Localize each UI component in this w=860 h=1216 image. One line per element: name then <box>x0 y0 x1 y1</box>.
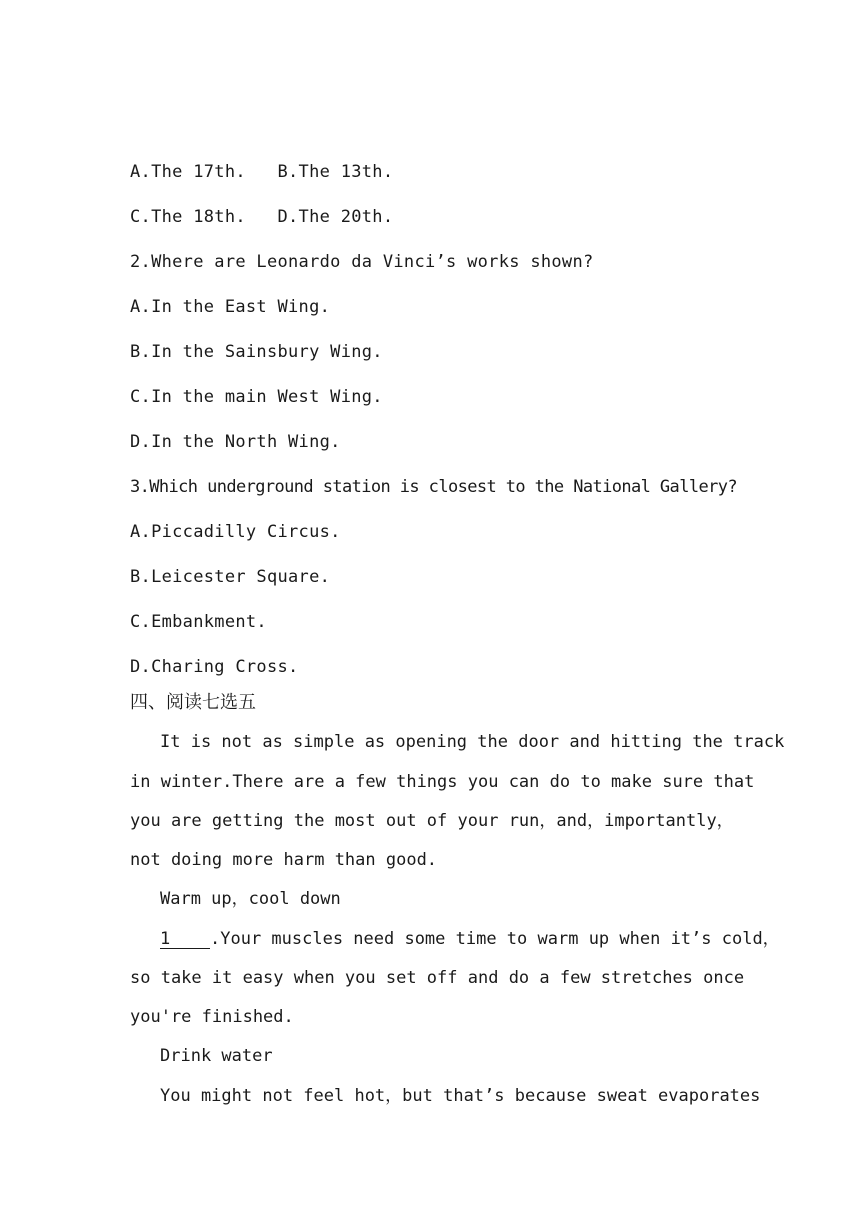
q2-option-a: A.In the East Wing. <box>130 297 331 317</box>
passage-p1-line-1 <box>160 928 780 950</box>
q3-option-b: B.Leicester Square. <box>130 567 331 587</box>
passage-intro-line-4: not doing more harm than good. <box>130 850 438 870</box>
q1-options-row-2: C.The 18th. D.The 20th. <box>130 207 394 227</box>
q2-stem: 2.Where are Leonardo da Vinci’s works shown? <box>130 252 594 272</box>
passage-intro-line-2: in winter.There are a few things you can do to make sure that <box>130 772 755 792</box>
q3-option-c: C.Embankment. <box>130 612 267 632</box>
passage-p1-line-3: you're finished. <box>130 1007 294 1027</box>
q2-option-d: D.In the North Wing. <box>130 432 341 452</box>
p1-line-1-text: .Your muscles need some time to warm up when it’s cold， <box>210 929 780 949</box>
passage-p2-line-1: You might not feel hot，but that’s because sweat evaporates <box>160 1086 761 1106</box>
q2-option-c: C.In the main West Wing. <box>130 387 383 407</box>
q3-option-a: A.Piccadilly Circus. <box>130 522 341 542</box>
q3-stem: 3.Which underground station is closest to the National Gallery? <box>130 477 737 497</box>
passage-intro-line-3: you are getting the most out of your run，and，importantly， <box>130 811 734 831</box>
q3-option-d: D.Charing Cross. <box>130 657 299 677</box>
q1-options-row-1: A.The 17th. B.The 13th. <box>130 162 394 182</box>
passage-p1-line-2: so take it easy when you set off and do a few stretches once <box>130 968 745 988</box>
answer-blank-1[interactable]: 1 <box>160 930 210 949</box>
section-heading: 四、阅读七选五 <box>130 692 256 713</box>
q2-option-b: B.In the Sainsbury Wing. <box>130 342 383 362</box>
subheading-drink-water: Drink water <box>160 1046 273 1066</box>
subheading-warm-up: Warm up，cool down <box>160 889 341 909</box>
passage-intro-line-1: It is not as simple as opening the door and hitting the track <box>160 732 785 752</box>
